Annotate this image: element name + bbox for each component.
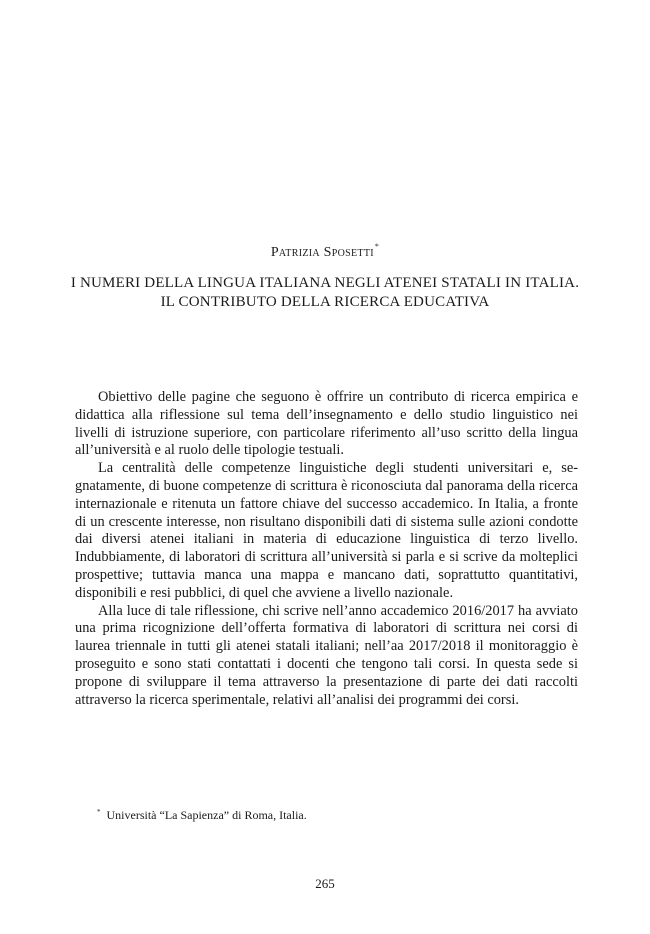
paragraph-1: Obiettivo delle pagine che seguono è offrire un contributo di ricerca empirica e didattica alla riflessione sul tema dell’insegnamento e dello studio linguistico nei livelli di istruzione superiore, con particolare riferimento all’uso scritto della lingua all’università e al ruolo delle tipologie testuali.: [75, 389, 578, 459]
paragraph-3: Alla luce di tale riflessione, chi scrive nell’anno accademico 2016/2017 ha avviato una prima ricognizione dell’offerta formativa di laboratori di scrittura nei corsi di laurea triennale in tutti gli atenei statali italiani; nell’aa 2017/2018 il monitoraggio è proseguito e sono stati contattati i docenti che tengono tali corsi. In questa sede si propone di sviluppare il tema attraverso la presentazione di parte dei dati raccolti attraverso la ricerca sperimentale, relativi all’analisi dei programmi dei corsi.: [75, 602, 578, 708]
author-line: [0, 242, 650, 261]
page-number: 265: [315, 876, 335, 891]
article-title-line-2: IL CONTRIBUTO DELLA RICERCA EDUCATIVA: [160, 294, 490, 310]
footnote: [97, 808, 307, 823]
author-name: Patrizia Sposetti: [270, 245, 374, 260]
article-title-line-1: I NUMERI DELLA LINGUA ITALIANA NEGLI ATENEI STATALI IN ITALIA.: [70, 275, 580, 291]
paragraph-2: La centralità delle competenze linguistiche degli studenti universitari e, segnatamente, di buone competenze di scrittura è riconosciuta dal panorama della ricerca internazionale e ritenuta un fattore chiave del successo accademico. In Italia, a fronte di un crescente interesse, non risultano disponibili dati di sistema sulle azioni condotte dai diversi atenei italiani in materia di educazione linguistica di terzo livello. Indubbiamente, di laboratori di scrittura all’università si parla e si scrive da molteplici prospettive; tuttavia manca una mappa e mancano dati, soprattutto quantitativi, disponibili e resi pubblici, di quel che avviene a livello nazionale.: [75, 460, 578, 601]
body-text: [75, 389, 578, 709]
article-title: [40, 274, 610, 312]
footnote-text: Università “La Sapienza” di Roma, Italia.: [106, 808, 307, 822]
author-footnote-mark: *: [374, 242, 380, 251]
footnote-mark: *: [97, 808, 101, 816]
